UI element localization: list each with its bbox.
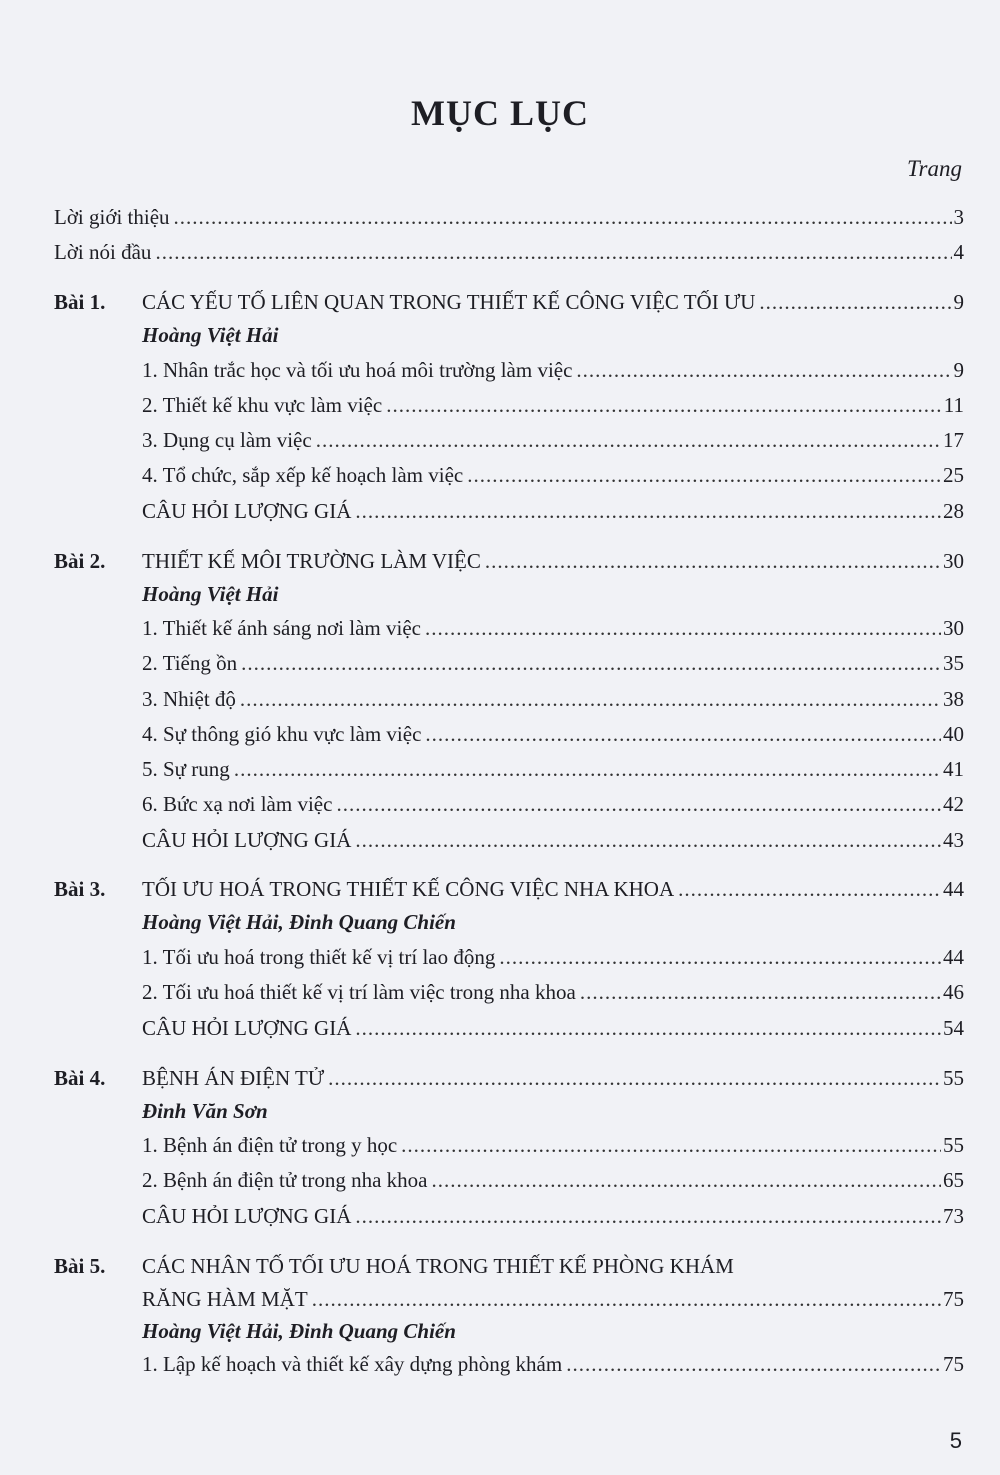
entry-page: 42 [943, 792, 964, 816]
chapter-author: Hoàng Việt Hải, Đinh Quang Chiến [142, 1319, 456, 1343]
toc-entry[interactable] [142, 1011, 964, 1045]
entry-page: 41 [943, 757, 964, 781]
toc-chapter-entry[interactable] [142, 285, 964, 319]
entry-page: 38 [943, 687, 964, 711]
toc-entry[interactable] [142, 1163, 964, 1197]
entry-label: CÂU HỎI LƯỢNG GIÁ [142, 1204, 352, 1228]
dot-leader [155, 235, 951, 269]
dot-leader [580, 975, 941, 1009]
entry-label: 6. Bức xạ nơi làm việc [142, 792, 333, 816]
entry-page: 55 [943, 1133, 964, 1157]
entry-page: 73 [943, 1204, 964, 1228]
toc-entry[interactable] [142, 682, 964, 716]
dot-leader [312, 1282, 941, 1316]
page-column-header: Trang [907, 156, 962, 181]
toc-entry[interactable] [142, 388, 964, 422]
dot-leader [355, 494, 941, 528]
entry-page: 55 [943, 1066, 964, 1090]
dot-leader [355, 1011, 941, 1045]
toc-entry[interactable] [142, 494, 964, 528]
entry-label: 4. Tổ chức, sắp xếp kế hoạch làm việc [142, 463, 464, 487]
dot-leader [467, 458, 941, 492]
dot-leader [425, 611, 941, 645]
entry-page: 9 [953, 358, 964, 382]
entry-label: 2. Tối ưu hoá thiết kế vị trí làm việc trong nha khoa [142, 980, 576, 1004]
chapter-title-line2: RĂNG HÀM MẶT [142, 1287, 308, 1311]
toc-entry[interactable] [142, 975, 964, 1009]
toc-entry[interactable] [142, 823, 964, 857]
entry-label: 2. Tiếng ồn [142, 651, 238, 675]
entry-page: 9 [953, 290, 964, 314]
toc-entry-front[interactable] [54, 235, 964, 269]
entry-page: 3 [953, 205, 964, 229]
entry-page: 46 [943, 980, 964, 1004]
dot-leader [241, 646, 941, 680]
entry-page: 4 [953, 240, 964, 264]
entry-page: 54 [943, 1016, 964, 1040]
toc-entry-front[interactable] [54, 200, 964, 234]
toc-entry[interactable] [142, 423, 964, 457]
entry-page: 35 [943, 651, 964, 675]
chapter-number: Bài 4. [54, 1066, 106, 1090]
dot-leader [759, 285, 951, 319]
toc-entry[interactable] [142, 717, 964, 751]
entry-page: 65 [943, 1168, 964, 1192]
chapter-author: Hoàng Việt Hải [142, 323, 279, 347]
entry-label: Lời giới thiệu [54, 205, 170, 229]
entry-label: 4. Sự thông gió khu vực làm việc [142, 722, 422, 746]
dot-leader [678, 872, 941, 906]
entry-label: 5. Sự rung [142, 757, 230, 781]
entry-page: 40 [943, 722, 964, 746]
entry-label: 1. Bệnh án điện tử trong y học [142, 1133, 398, 1157]
entry-label: 2. Thiết kế khu vực làm việc [142, 393, 383, 417]
toc-entry[interactable] [142, 1128, 964, 1162]
entry-page: 44 [943, 945, 964, 969]
entry-page: 75 [943, 1352, 964, 1376]
toc-entry[interactable] [142, 787, 964, 821]
toc-chapter-entry[interactable] [142, 1061, 964, 1095]
entry-page: 17 [943, 428, 964, 452]
entry-page: 11 [943, 393, 964, 417]
toc-entry[interactable] [142, 1347, 964, 1381]
entry-label: CÂU HỎI LƯỢNG GIÁ [142, 828, 352, 852]
entry-label: 1. Thiết kế ánh sáng nơi làm việc [142, 616, 421, 640]
dot-leader [425, 717, 941, 751]
dot-leader [336, 787, 941, 821]
entry-label: 3. Dụng cụ làm việc [142, 428, 312, 452]
entry-page: 30 [943, 616, 964, 640]
toc-chapter-entry[interactable] [142, 544, 964, 578]
toc-chapter-entry[interactable] [142, 1282, 964, 1316]
dot-leader [328, 1061, 941, 1095]
toc-entry[interactable] [142, 353, 964, 387]
entry-page: 43 [943, 828, 964, 852]
page-number: 5 [949, 1428, 962, 1453]
dot-leader [234, 752, 941, 786]
entry-label: 3. Nhiệt độ [142, 687, 236, 711]
entry-page: 30 [943, 549, 964, 573]
toc-entry[interactable] [142, 752, 964, 786]
chapter-author: Hoàng Việt Hải, Đinh Quang Chiến [142, 910, 456, 934]
dot-leader [499, 940, 941, 974]
entry-label: 1. Nhân trắc học và tối ưu hoá môi trường làm việc [142, 358, 573, 382]
dot-leader [316, 423, 941, 457]
entry-label: Lời nói đầu [54, 240, 152, 264]
chapter-number: Bài 2. [54, 549, 106, 573]
entry-page: 44 [943, 877, 964, 901]
toc-chapter-entry[interactable] [142, 872, 964, 906]
chapter-number: Bài 3. [54, 877, 106, 901]
dot-leader [401, 1128, 941, 1162]
toc-entry[interactable] [142, 611, 964, 645]
entry-page: 28 [943, 499, 964, 523]
chapter-title: CÁC YẾU TỐ LIÊN QUAN TRONG THIẾT KẾ CÔNG VIỆC TỐI ƯU [142, 290, 756, 314]
chapter-number: Bài 5. [54, 1254, 106, 1278]
chapter-title: TỐI ƯU HOÁ TRONG THIẾT KẾ CÔNG VIỆC NHA KHOA [142, 877, 675, 901]
toc-entry[interactable] [142, 940, 964, 974]
chapter-author: Đinh Văn Sơn [142, 1099, 268, 1123]
chapter-author: Hoàng Việt Hải [142, 582, 279, 606]
entry-label: CÂU HỎI LƯỢNG GIÁ [142, 1016, 352, 1040]
toc-entry[interactable] [142, 1199, 964, 1233]
entry-label: 1. Lập kế hoạch và thiết kế xây dựng phòng khám [142, 1352, 563, 1376]
dot-leader [485, 544, 941, 578]
chapter-title: THIẾT KẾ MÔI TRƯỜNG LÀM VIỆC [142, 549, 481, 573]
chapter-title: BỆNH ÁN ĐIỆN TỬ [142, 1066, 325, 1090]
dot-leader [355, 1199, 941, 1233]
entry-page: 75 [943, 1287, 964, 1311]
dot-leader [240, 682, 941, 716]
dot-leader [566, 1347, 941, 1381]
toc-entry[interactable] [142, 458, 964, 492]
chapter-number: Bài 1. [54, 290, 106, 314]
entry-label: 2. Bệnh án điện tử trong nha khoa [142, 1168, 428, 1192]
entry-label: 1. Tối ưu hoá trong thiết kế vị trí lao động [142, 945, 496, 969]
entry-page: 25 [943, 463, 964, 487]
dot-leader [576, 353, 951, 387]
entry-label: CÂU HỎI LƯỢNG GIÁ [142, 499, 352, 523]
toc-entry[interactable] [142, 646, 964, 680]
chapter-title[interactable]: CÁC NHÂN TỐ TỐI ƯU HOÁ TRONG THIẾT KẾ PHÒNG KHÁM [142, 1254, 734, 1278]
page-title: MỤC LỤC [411, 93, 589, 133]
dot-leader [174, 200, 952, 234]
dot-leader [386, 388, 942, 422]
dot-leader [432, 1163, 942, 1197]
dot-leader [355, 823, 941, 857]
